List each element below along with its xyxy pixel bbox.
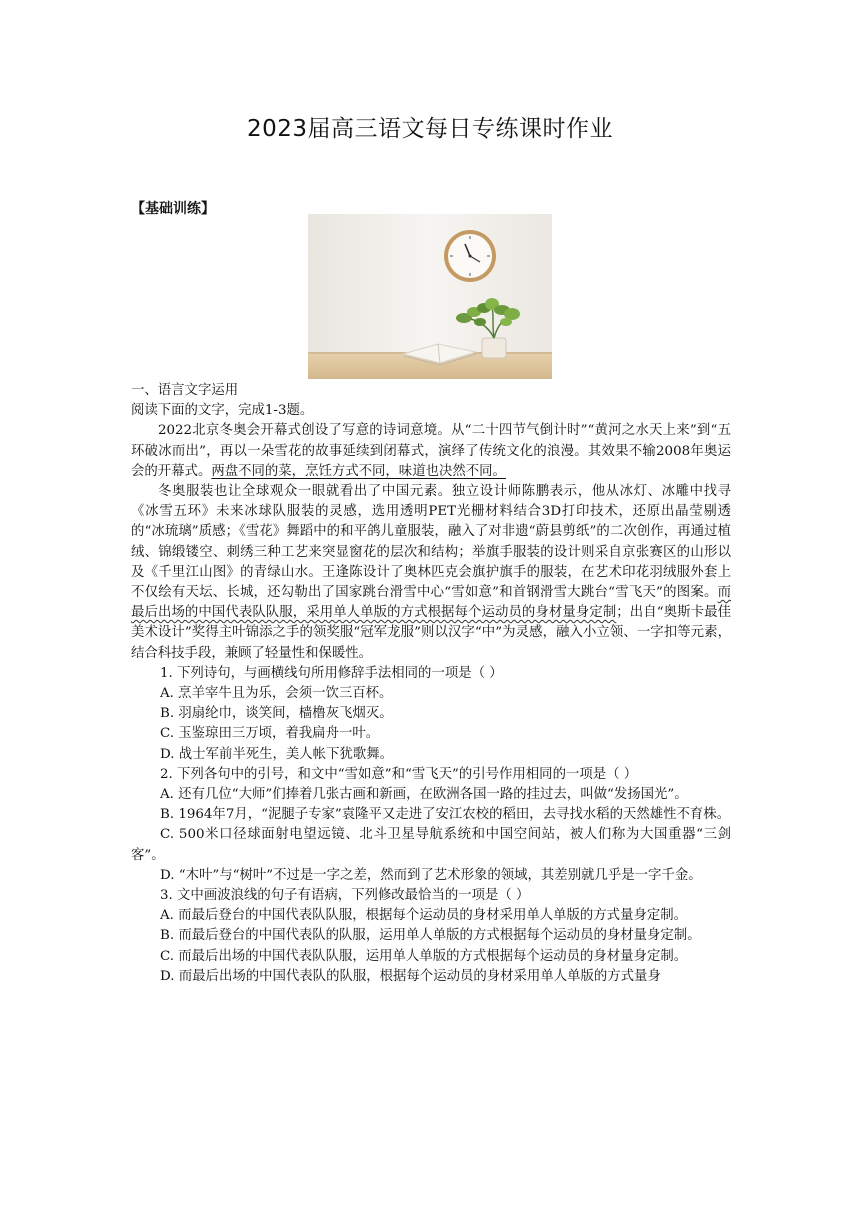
question-1-stem: 1. 下列诗句，与画横线句所用修辞手法相同的一项是（ ） <box>160 665 503 681</box>
question-2-option-d: D. “木叶”与“树叶”不过是一字之差，然而到了艺术形象的领域，其差别就几乎是一字千金。 <box>160 867 702 883</box>
question-1-option-a: A. 烹羊宰牛且为乐，会须一饮三百杯。 <box>160 686 393 702</box>
question-1-option-d: D. 战士军前半死生，美人帐下犹歌舞。 <box>160 746 394 762</box>
page-title: 2023届高三语文每日专练课时作业 <box>246 116 614 142</box>
passage-p2-text: 冬奥服装也让全球观众一眼就看出了中国元素。独立设计师陈鹏表示，他从冰灯、冰雕中找寻《冰雪五环》未来冰球队服装的灵感，选用透明PET光栅材料结合3D打印技术，还原出晶莹剔透的“冰琉璃”质感；《雪花》舞蹈中的和平鸽儿童服装，融入了对非遗“蔚县剪纸”的二次创作，再通过植绒、锦缎镂空、刺绣三种工艺来突显窗花的层次和结构；举旗手服装的设计则采自京张赛区的山形以及《千里江山图》的青绿山水。王逢陈设计了奥林匹克会旗护旗手的服装，在艺术印花羽绒服外套上不仅绘有天坛、长城，还勾勒出了国家跳台滑雪中心“雪如意”和首钢滑雪大跳台“雪飞天”的图案。 <box>131 483 731 600</box>
passage-p1-text: 2022北京冬奥会开幕式创设了写意的诗词意境。从“二十四节气倒计时”“黄河之水天上来”到“五环破冰而出”，再以一朵雪花的故事延续到闭幕式，演绎了传统文化的浪漫。其效果不输2008年奥运会的开幕式。 <box>131 423 731 479</box>
question-3-option-c: C. 而最后出场的中国代表队队服，运用单人单版的方式根据每个运动员的身材量身定制。 <box>160 948 688 964</box>
underlined-sentence: 两盘不同的菜，烹饪方式不同，味道也决然不同。 <box>211 463 506 479</box>
question-3-option-b: B. 而最后登台的中国代表队的队服，运用单人单版的方式根据每个运动员的身材量身定制。 <box>160 928 701 944</box>
document-body <box>131 381 731 987</box>
question-2-option-b: B. 1964年7月，“泥腿子专家”袁隆平又走进了安江农校的稻田，去寻找水稻的天然雄性不育株。 <box>160 807 731 823</box>
part-heading: 一、语言文字运用 <box>131 383 239 398</box>
question-3-option-a: A. 而最后登台的中国代表队队服，根据每个运动员的身材采用单人单版的方式量身定制。 <box>160 908 688 924</box>
question-2-option-c: C. 500米口径球面射电望远镜、北斗卫星导航系统和中国空间站，被人们称为大国重器“三剑客”。 <box>131 827 731 863</box>
question-3-option-d: D. 而最后出场的中国代表队的队服，根据每个运动员的身材采用单人单版的方式量身 <box>160 968 661 984</box>
passage-paragraph-2 <box>131 482 731 664</box>
instruction: 阅读下面的文字，完成1-3题。 <box>131 403 314 419</box>
question-1-option-b: B. 羽扇纶巾，谈笑间，樯橹灰飞烟灭。 <box>160 706 393 722</box>
section-tag: 【基础训练】 <box>131 201 215 217</box>
passage-p2-tail: ；出自“奥斯卡最佳美术设计”奖得主叶锦添之手的领奖服“冠军龙服”则以汉字“中”为灵感，融入小立领、一字扣等元素，结合科技手段，兼顾了轻量性和保暖性。 <box>131 605 731 661</box>
question-3-stem: 3. 文中画波浪线的句子有语病，下列修改最恰当的一项是（ ） <box>160 888 530 904</box>
clock-book-plant-image <box>308 214 552 379</box>
question-2-stem: 2. 下列各句中的引号，和文中“雪如意”和“雪飞天”的引号作用相同的一项是（ ） <box>160 766 638 782</box>
wavy-underlined-sentence: 而最后出场的中国代表队队服，采用单人单版的方式根据每个运动员的身材量身定制 <box>131 585 731 621</box>
question-2-option-a: A. 还有几位“大师”们捧着几张古画和新画，在欧洲各国一路的挂过去，叫做“发扬国光”。 <box>160 787 688 803</box>
clock-icon <box>444 230 496 282</box>
passage-paragraph-1 <box>131 421 731 482</box>
question-1-option-c: C. 玉鉴琼田三万顷，着我扁舟一叶。 <box>160 726 380 742</box>
